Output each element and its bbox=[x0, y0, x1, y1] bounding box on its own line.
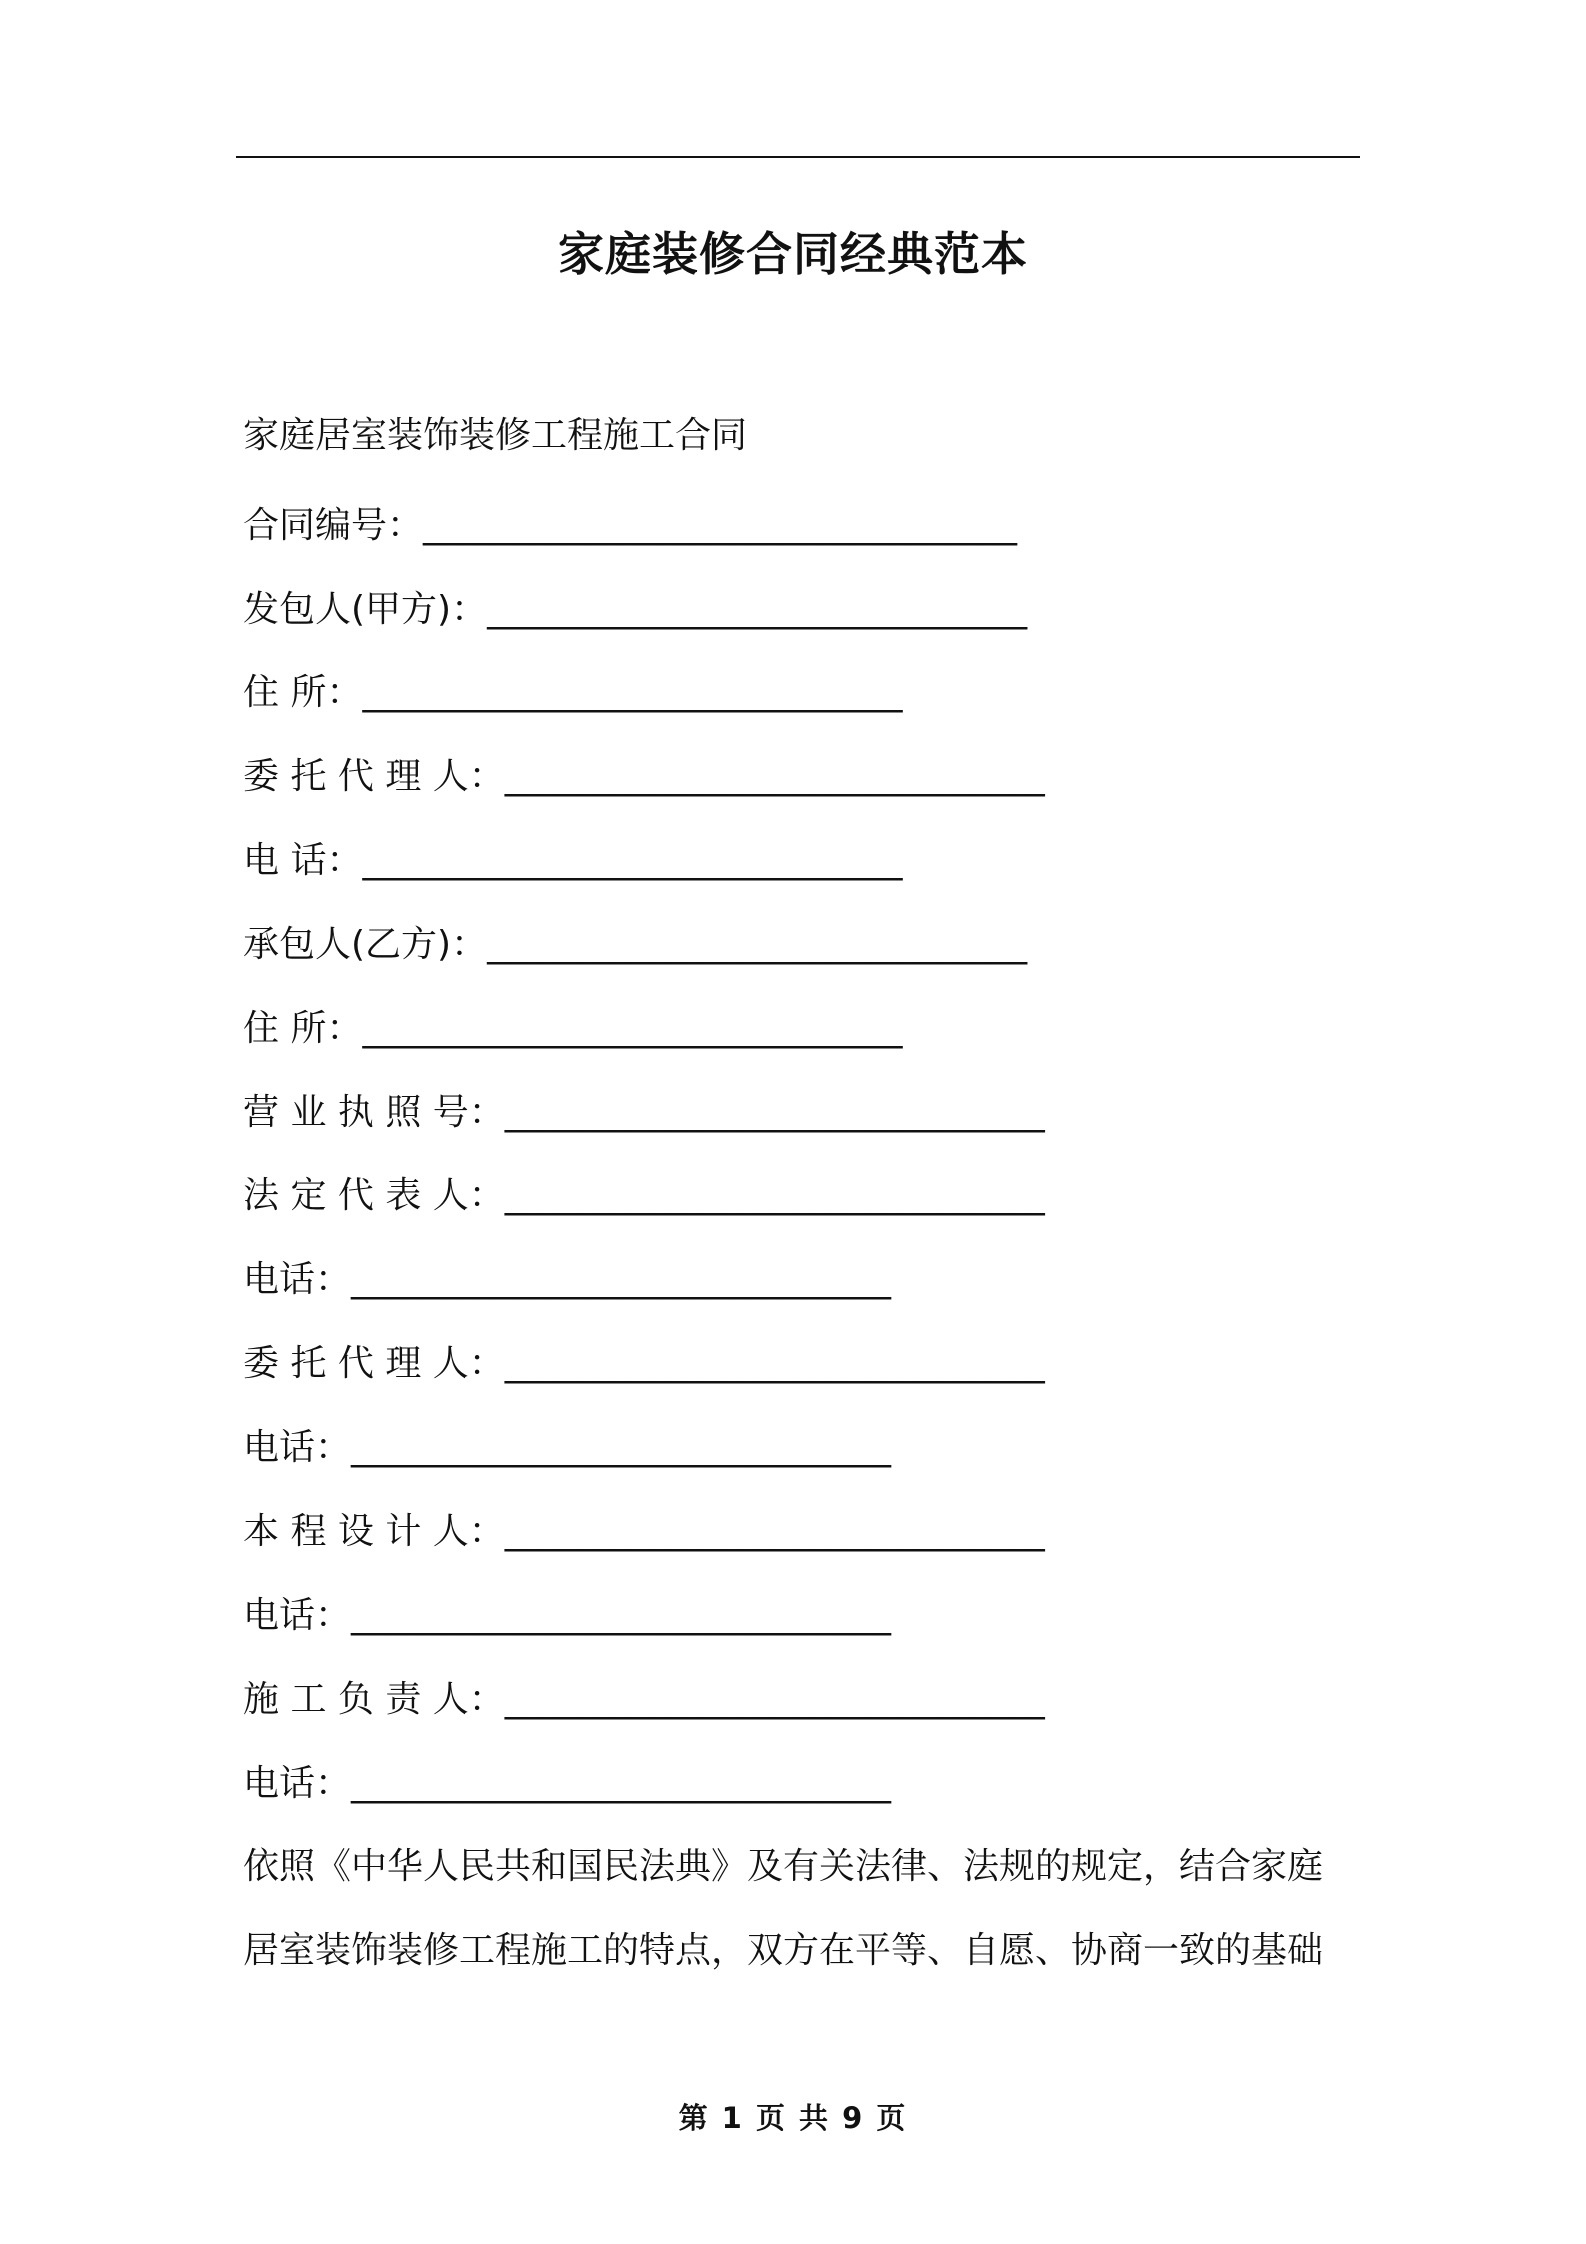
field-party-a-agent: 委 托 代 理 人：______________________________ bbox=[243, 756, 1045, 797]
field-designer: 本 程 设 计 人：______________________________ bbox=[243, 1511, 1045, 1552]
field-lead-phone: 电话：______________________________ bbox=[243, 1763, 892, 1804]
field-party-a-address: 住 所：______________________________ bbox=[243, 672, 903, 713]
field-party-b: 承包人(乙方)：______________________________ bbox=[243, 924, 1028, 965]
field-construction-lead: 施 工 负 责 人：______________________________ bbox=[243, 1679, 1045, 1720]
body-paragraph-line-2: 居室装饰装修工程施工的特点，双方在平等、自愿、协商一致的基础 bbox=[243, 1930, 1324, 1971]
field-legal-representative: 法 定 代 表 人：______________________________ bbox=[243, 1175, 1045, 1216]
field-party-a-phone: 电 话：______________________________ bbox=[243, 840, 903, 881]
page-number-footer: 第 1 页 共 9 页 bbox=[678, 2101, 908, 2135]
field-agent-phone: 电话：______________________________ bbox=[243, 1427, 892, 1468]
field-party-b-agent: 委 托 代 理 人：______________________________ bbox=[243, 1343, 1045, 1384]
field-party-a: 发包人(甲方)：______________________________ bbox=[243, 589, 1028, 630]
header-rule bbox=[236, 156, 1360, 158]
field-contract-number: 合同编号：_________________________________ bbox=[243, 505, 1018, 546]
field-business-license: 营 业 执 照 号：______________________________ bbox=[243, 1092, 1045, 1133]
document-title: 家庭装修合同经典范本 bbox=[558, 227, 1028, 281]
field-party-b-address: 住 所：______________________________ bbox=[243, 1008, 903, 1049]
field-party-b-phone: 电话：______________________________ bbox=[243, 1259, 892, 1300]
body-paragraph-line-1: 依照《中华人民共和国民法典》及有关法律、法规的规定，结合家庭 bbox=[243, 1846, 1324, 1887]
contract-subtitle: 家庭居室装饰装修工程施工合同 bbox=[243, 415, 748, 456]
field-designer-phone: 电话：______________________________ bbox=[243, 1595, 892, 1636]
